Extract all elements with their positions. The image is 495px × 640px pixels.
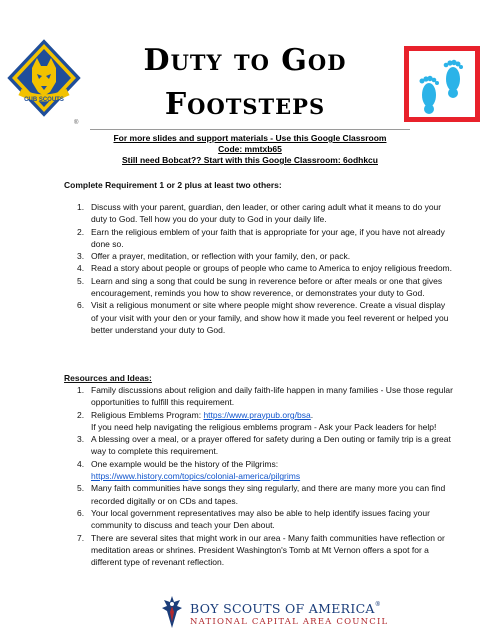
list-item: 1. Family discussions about religion and daily faith-life happen in many families - Use those regular opportunities to fulfill this requirement. [77,385,453,408]
requirements-list [66,201,452,336]
list-item: 5. Many faith communities have songs they sing regularly, and there are many more you can find recorded digitally or on CDs and tapes. [77,483,446,506]
footsteps-logo [403,45,481,123]
list-item: 2. Religious Emblems Program: https://www.praypub.org/bsa. If you need help navigating the religious emblems program - Ask your Pack leaders for help! [77,409,437,432]
header-divider [90,129,410,130]
requirements-intro: Complete Requirement 1 or 2 plus at least two others: [64,180,282,190]
cub-scouts-logo [6,38,82,130]
classroom-code: Code: mmtxb65 [218,144,282,154]
list-item: 7. There are several sites that might work in our area - Many faith communities have reflection or meditation areas or shrines. President Washington's Tomb at Mt Vernon offers a spot for a different type of revenant reflection. [77,532,445,568]
bsa-org-name: BOY SCOUTS OF AMERICA® [190,601,382,616]
pray-pub-link[interactable]: https://www.praypub.org/bsa [203,409,311,420]
classroom-banner-line1: For more slides and support materials - Use this Google Classroom [113,133,387,143]
list-item: 3. A blessing over a meal, or a prayer offered for safety during a Den outing or family trip is a great way to complete this requirement. [77,434,451,457]
page-title-line2: Footsteps [164,87,326,122]
resources-heading: Resources and Ideas: [64,373,152,383]
list-item: 4. Read a story about people or groups of people who came to America to enjoy religious freedom. [77,263,452,274]
history-pilgrims-link[interactable]: https://www.history.com/topics/colonial-america/pilgrims [91,471,301,482]
list-item: 1. Discuss with your parent, guardian, den leader, or other caring adult what it means to do your duty to God. Tell how you do your duty to God in your daily life. [77,202,442,225]
list-item: 6. Your local government representatives may also be able to help identify issues facing your community to discuss and teach your Den about. [77,507,430,531]
bsa-council-name: NATIONAL CAPITAL AREA COUNCIL [190,617,389,627]
list-item: 6. Visit a religious monument or site where people might show reverence. Create a visual display of your visit with your den or your family, and show how it made you feel reverent or helped you better understand your duty to God. [77,300,449,335]
list-item: 3. Offer a prayer, meditation, or reflection with your family, den, or pack. [77,251,351,262]
cub-scouts-logo-text: CUB SCOUTS [24,97,64,103]
bsa-emblem-icon [160,594,184,630]
svg-text:®: ® [74,120,79,126]
list-item: 5. Learn and sing a song that could be sung in reverence before or after meals or one that gives encouragement, reminds you how to show reverence, or demonstrates your duty to God. [77,275,443,299]
list-item: 2. Earn the religious emblem of your faith that is appropriate for your age, if you have not already done so. [77,226,445,249]
page-title-line1: Duty to God [143,43,347,78]
list-item: 4. One example would be the history of the Pilgrims: https://www.history.com/topics/colonial-america/pilgrims [77,458,301,482]
bobcat-classroom-note: Still need Bobcat?? Start with this Google Classroom: 6odhkcu [122,155,378,165]
resources-list [66,384,456,568]
